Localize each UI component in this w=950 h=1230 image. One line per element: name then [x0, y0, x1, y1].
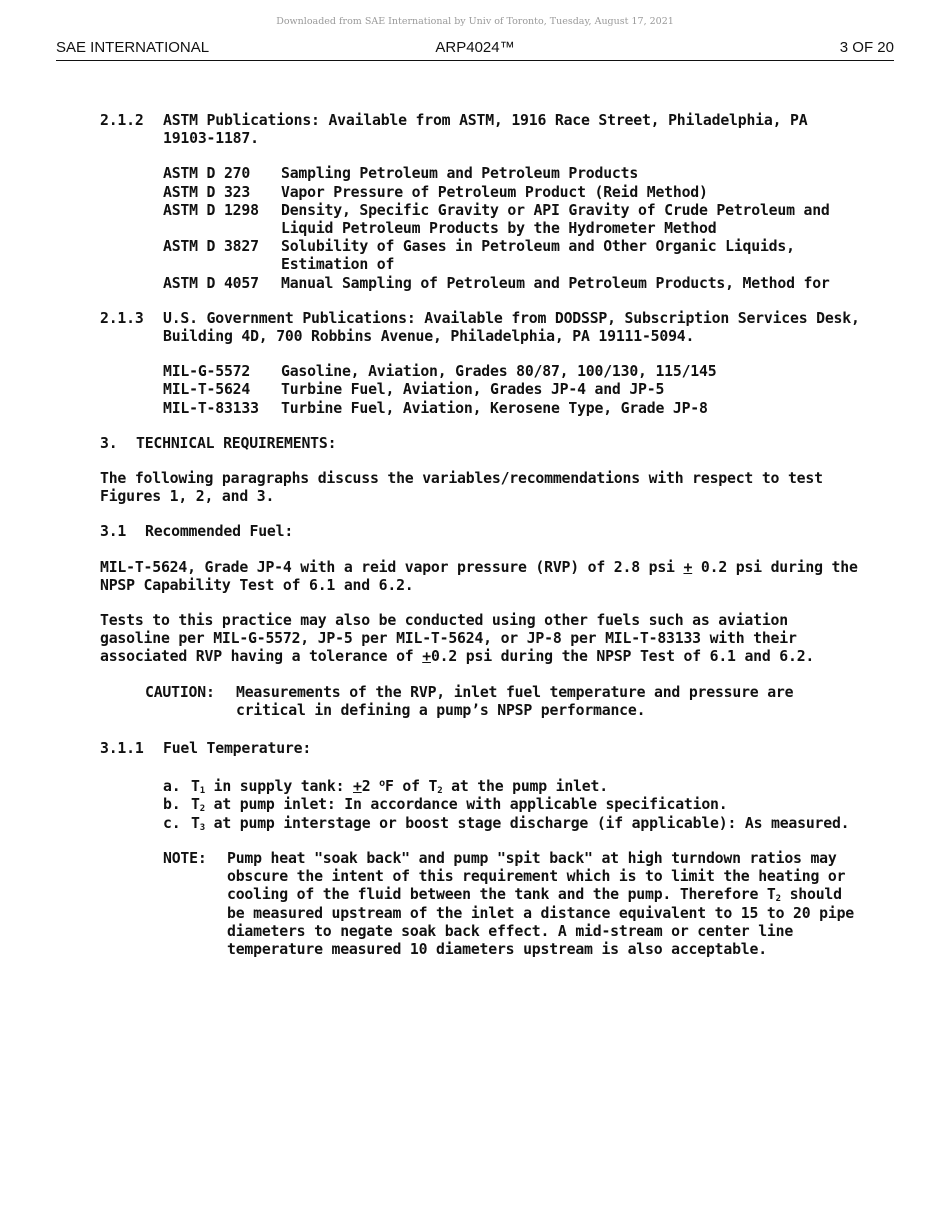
text: should be measured upstream of the inlet a distance equivalent to 15 to 20 pipe diameters to negate soak back effect. A mid-stream or center line temperature measured 10 diameters upstream is also acceptable. — [227, 886, 855, 958]
reference-title: Gasoline, Aviation, Grades 80/87, 100/130, 115/145 — [281, 363, 717, 381]
plus-minus-sign: + — [422, 648, 431, 666]
caution-label: CAUTION: — [145, 683, 215, 701]
caution-block — [145, 684, 860, 720]
subscript: 3 — [199, 822, 205, 833]
section-text: U.S. Government Publications: Available from DODSSP, Subscription Services Desk, Building 4D, 700 Robbins Avenue, Philadelphia, PA 19111-5094. — [163, 309, 860, 346]
page-header — [56, 38, 894, 61]
section-3-1-heading — [100, 523, 860, 541]
list-item — [163, 796, 860, 814]
subscript: 2 — [775, 894, 781, 905]
caution-text: Measurements of the RVP, inlet fuel temperature and pressure are critical in defining a pump’s NPSP performance. — [236, 683, 794, 719]
list-letter: b. — [163, 796, 181, 814]
list-letter: c. — [163, 814, 181, 832]
text: in supply tank: — [204, 778, 353, 796]
section-number: 3.1 — [100, 523, 127, 541]
section-title: Fuel Temperature: — [163, 740, 312, 758]
reference-row — [163, 400, 860, 418]
reference-code: MIL-T-5624 — [163, 381, 251, 399]
list-item — [163, 815, 860, 833]
text: at the pump inlet. — [442, 778, 608, 796]
subscript: 2 — [199, 804, 205, 815]
paragraph-text: 0.2 psi during the NPSP Capability Test of 6.1 and 6.2. — [100, 558, 858, 594]
header-doc-id: ARP4024™ — [435, 39, 515, 56]
reference-code: ASTM D 4057 — [163, 274, 259, 292]
symbol-t: T — [191, 796, 200, 814]
list-text — [191, 796, 860, 814]
section-text: ASTM Publications: Available from ASTM, 1916 Race Street, Philadelphia, PA 19103-1187. — [163, 112, 808, 148]
paragraph-text: 0.2 psi during the NPSP Test of 6.1 and 6.2. — [430, 648, 815, 666]
reference-row — [163, 238, 860, 274]
subscript: 1 — [199, 786, 205, 797]
note-label: NOTE: — [163, 849, 207, 867]
list-text — [191, 815, 860, 833]
reference-title: Vapor Pressure of Petroleum Product (Reid Method) — [281, 183, 708, 201]
section-title: Recommended Fuel: — [145, 523, 294, 541]
reference-code: ASTM D 3827 — [163, 238, 259, 256]
section-2-1-3-heading — [100, 310, 860, 346]
section-3-paragraph: The following paragraphs discuss the variables/recommendations with respect to test Figures 1, 2, and 3. — [100, 470, 823, 506]
plus-minus-sign: + — [683, 558, 693, 576]
alternate-fuels-paragraph — [100, 612, 860, 667]
plus-minus-sign: + — [352, 778, 362, 796]
reference-title: Sampling Petroleum and Petroleum Products — [281, 165, 639, 183]
list-letter: a. — [163, 778, 181, 796]
recommended-fuel-paragraph — [100, 559, 860, 595]
text: Pump heat "soak back" and pump "spit back" at high turndown ratios may obscure the intent of this requirement which is to limit the heating or cooling of the fluid between the tank and the pump. Therefore T — [227, 849, 846, 904]
reference-row — [163, 381, 860, 399]
reference-code: ASTM D 1298 — [163, 201, 259, 219]
header-page-number: 3 OF 20 — [839, 39, 894, 56]
reference-code: ASTM D 323 — [163, 183, 251, 201]
reference-row — [163, 165, 860, 183]
list-text — [191, 778, 860, 796]
header-org: SAE INTERNATIONAL — [56, 39, 210, 56]
reference-title: Turbine Fuel, Aviation, Kerosene Type, Grade JP-8 — [281, 399, 708, 417]
reference-row — [163, 202, 860, 238]
reference-code: ASTM D 270 — [163, 165, 251, 183]
text: at pump inlet: In accordance with applicable specification. — [204, 796, 728, 814]
list-item — [163, 778, 860, 796]
note-block — [163, 850, 860, 959]
section-2-1-2-heading — [100, 112, 860, 148]
section-number: 2.1.3 — [100, 309, 144, 327]
download-notice: Downloaded from SAE International by Univ of Toronto, Tuesday, August 17, 2021 — [276, 16, 674, 27]
degree-symbol: o — [379, 778, 385, 790]
subscript: 2 — [437, 786, 443, 797]
section-number: 3.1.1 — [100, 740, 144, 758]
reference-row — [163, 363, 860, 381]
astm-reference-list — [163, 165, 860, 292]
paragraph-text: Tests to this practice may also be conducted using other fuels such as aviation gasoline per MIL-G-5572, JP-5 per MIL-T-5624, or JP-8 per MIL-T-83133 with their associated RVP having a tolerance of — [100, 612, 797, 666]
reference-title: Density, Specific Gravity or API Gravity of Crude Petroleum and Liquid Petroleum Products by the Hydrometer Method — [281, 201, 830, 238]
section-3-1-1-heading — [100, 740, 860, 758]
text: at pump interstage or boost stage discharge (if applicable): As measured. — [204, 814, 850, 832]
text: 2 — [361, 778, 380, 796]
document-body — [100, 112, 860, 959]
reference-title: Solubility of Gases in Petroleum and Other Organic Liquids, Estimation of — [281, 238, 795, 274]
mil-reference-list — [163, 363, 860, 418]
reference-title: Manual Sampling of Petroleum and Petroleum Products, Method for — [281, 274, 830, 292]
reference-code: MIL-G-5572 — [163, 363, 251, 381]
section-number: 3. — [100, 434, 118, 452]
reference-row — [163, 275, 860, 293]
temperature-list — [163, 778, 860, 833]
reference-code: MIL-T-83133 — [163, 399, 259, 417]
symbol-t: T — [191, 778, 200, 796]
section-number: 2.1.2 — [100, 112, 144, 129]
note-text — [227, 850, 860, 959]
section-title: TECHNICAL REQUIREMENTS: — [136, 434, 337, 452]
text: F of T — [384, 778, 438, 796]
reference-title: Turbine Fuel, Aviation, Grades JP-4 and JP-5 — [281, 381, 665, 399]
paragraph-text: MIL-T-5624, Grade JP-4 with a reid vapor pressure (RVP) of 2.8 psi — [100, 558, 684, 576]
section-3-heading — [100, 435, 860, 453]
symbol-t: T — [191, 814, 200, 832]
reference-row — [163, 184, 860, 202]
